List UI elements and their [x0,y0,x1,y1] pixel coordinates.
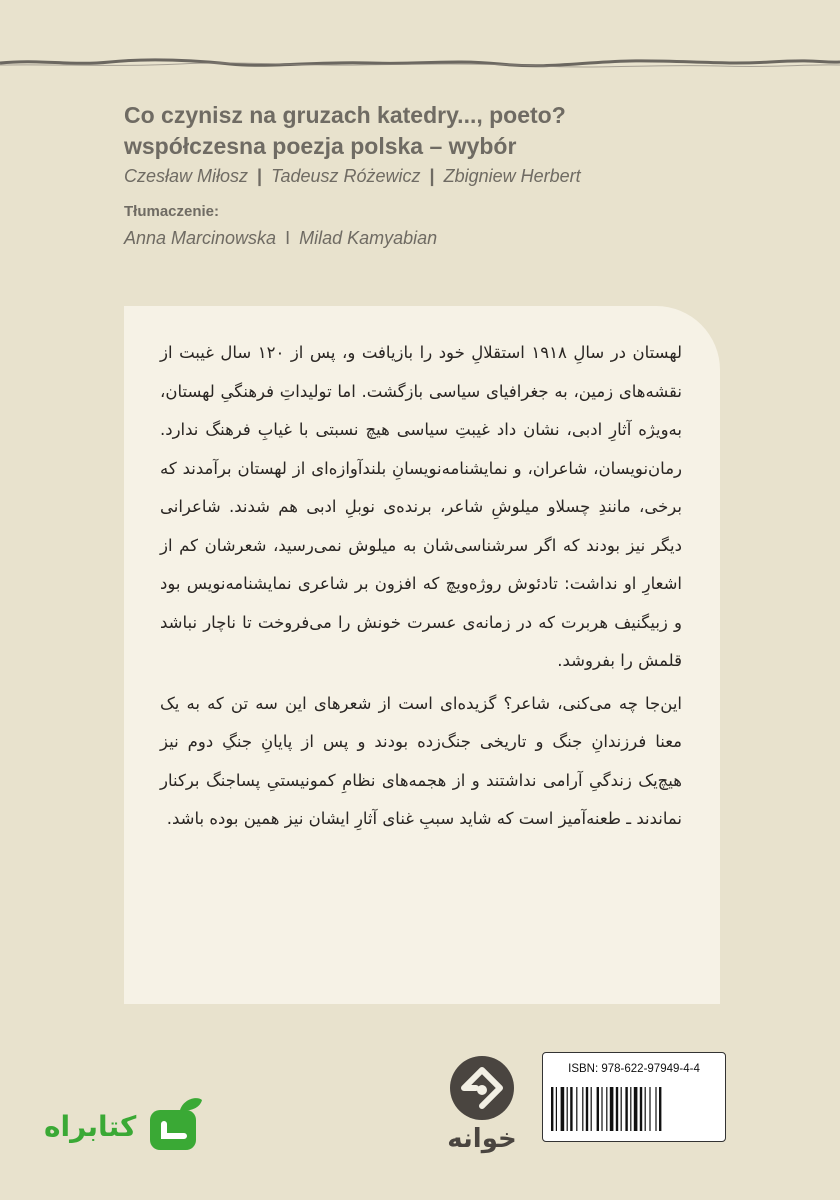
barcode-bar [606,1087,607,1131]
barcode-bar [645,1087,646,1131]
blurb-paragraph: لهستان در سالِ ۱۹۱۸ استقلالِ خود را بازیافت و، پس از ۱۲۰ سال غیبت از نقشه‌های زمین، به جغرافیای سیاسی بازگشت. اما تولیداتِ فرهنگیِ لهستان، به‌ویژه آثارِ ادبی، نشان داد غیبتِ سیاسی هیچ نسبتی با غیابِ فرهنگ ندارد. رمان‌نویسان، شاعران، و نمایشنامه‌نویسانِ بلندآوازه‌ای از لهستان برآمدند که برخی، مانندِ چسلاو میلوشِ شاعر، برنده‌ی نوبلِ ادبی هم شدند. شاعرانی دیگر نیز بودند که اگر سرشناسی‌شان به میلوش نمی‌رسید، شعرشان کم از اشعارِ او نداشت: تادئوش روژه‌ویچ که افزون بر شاعری نمایشنامه‌نویس بود و زبیگنیف هربرت که در زمانه‌ی عسرت خونش را می‌فروخت تا ناچار نباشد قلمش را بفروشد. [160,343,682,670]
book-header [124,100,764,249]
barcode-bar [597,1087,599,1131]
publisher-logo [434,1044,534,1164]
barcode-bar [586,1087,588,1131]
distributor-name: کتابراه [44,1110,137,1143]
barcode-bar [655,1087,656,1131]
barcode-bar [582,1087,583,1131]
barcode-bar [616,1087,618,1131]
publisher-name: خوانه [447,1124,517,1154]
author-list [124,166,764,187]
barcode-bar [567,1087,568,1131]
barcode-bars [549,1087,719,1133]
torn-paper-divider [0,56,840,70]
translator-list [124,228,764,249]
book-title: Co czynisz na gruzach katedry..., poeto? [124,102,566,128]
translator-name: Anna Marcinowska [124,228,277,248]
author-name: Tadeusz Różewicz [271,166,421,186]
author-separator: | [429,166,435,186]
barcode-bar [561,1087,565,1131]
barcode-bar [621,1087,622,1131]
barcode-bar [570,1087,572,1131]
barcode-bar [576,1087,577,1131]
barcode-bar [630,1087,631,1131]
translator-name: Milad Kamyabian [299,228,438,248]
isbn-barcode [542,1052,726,1142]
barcode-bar [610,1087,614,1131]
barcode-bar [551,1087,553,1131]
author-name: Zbigniew Herbert [443,166,581,186]
publisher-mark-icon [450,1056,514,1120]
barcode-bar [634,1087,638,1131]
barcode-bar [649,1087,650,1131]
barcode-bar [591,1087,592,1131]
author-name: Czesław Miłosz [124,166,249,186]
translation-label: Tłumaczenie: [124,203,220,220]
barcode-bar [640,1087,642,1131]
barcode-bar [659,1087,661,1131]
blurb-panel [124,306,720,1004]
book-leaf-icon [144,1096,206,1154]
blurb-paragraph: این‌جا چه می‌کنی، شاعر؟ گزیده‌ای است از شعرهای این سه تن که به یک معنا فرزندانِ جنگ و تاریخی جنگ‌زده بودند و پس از پایانِ جنگِ دوم نیز هیچ‌یک زندگیِ آرامی نداشتند و از هجمه‌های نظامِ کمونیستیِ پساجنگ برکنار نماندند ـ طعنه‌آمیز است که شاید سببِ غنای آثارِ ایشان نیز همین بوده باشد. [160,693,682,828]
book-subtitle: współczesna poezja polska – wybór [124,133,517,159]
isbn-number: ISBN: 978-622-97949-4-4 [568,1063,700,1075]
distributor-logo [40,1092,220,1156]
barcode-bar [556,1087,557,1131]
barcode-bar [601,1087,602,1131]
author-separator: | [257,166,263,186]
barcode-bar [625,1087,627,1131]
translator-separator: I [285,228,291,248]
